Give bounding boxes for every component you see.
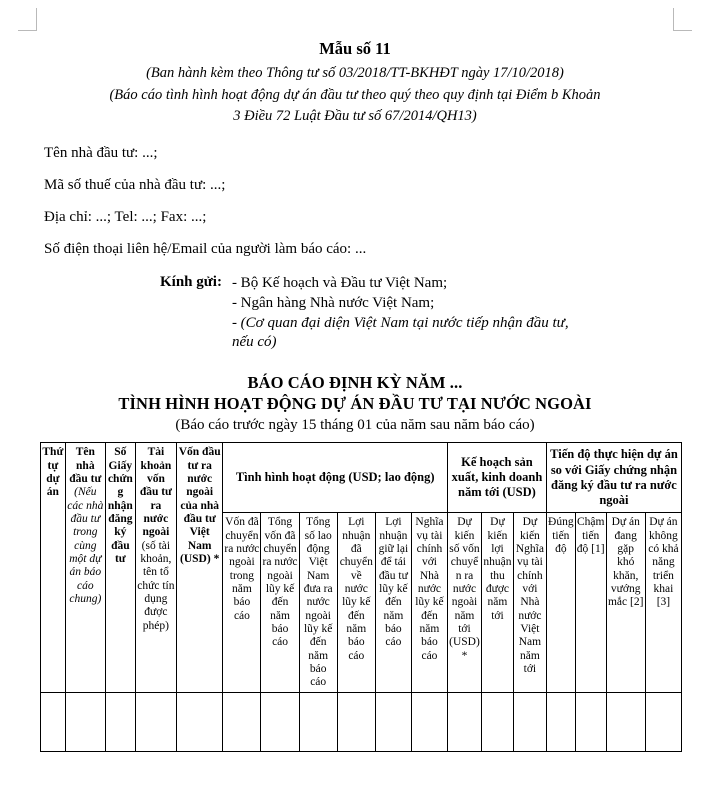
recipient-item: - Bộ Kế hoạch và Đầu tư Việt Nam; (231, 275, 448, 291)
document-header (0, 0, 710, 127)
table-cell[interactable] (261, 692, 299, 751)
table-header-row-1 (41, 443, 682, 513)
table-cell[interactable] (447, 692, 481, 751)
table-cell[interactable] (177, 692, 223, 751)
subcol-header-profit-repatriated: Lợi nhuận đã chuyển về nước lũy kế đến năm báo cáo (337, 513, 375, 692)
subcol-header-total-capital-transferred: Tổng vốn đã chuyển ra nước ngoài lũy kế đến năm báo cáo (261, 513, 299, 692)
table-row (41, 692, 682, 751)
col-header-label: Số Giấy chứng nhận đăng ký đầu tư (107, 446, 133, 565)
investor-info-block (0, 144, 710, 258)
investor-name-line: Tên nhà đầu tư: ...; (44, 145, 158, 161)
report-title-note: (Báo cáo trước ngày 15 tháng 01 của năm sau năm báo cáo) (175, 416, 535, 433)
recipients-block (0, 274, 710, 353)
subcol-header-behind-schedule: Chậm tiến độ [1] (575, 513, 606, 692)
col-header-note: (Nếu các nhà đầu tư trong cùng một dự án báo cáo chung) (67, 486, 104, 605)
recipients-label: Kính gửi: (160, 274, 222, 290)
col-header-label: Tên nhà đầu tư (69, 446, 102, 485)
table-cell[interactable] (606, 692, 645, 751)
table-cell[interactable] (337, 692, 375, 751)
report-table (40, 442, 682, 751)
subcol-header-not-feasible: Dự án không có khả năng triển khai [3] (645, 513, 681, 692)
subcol-header-financial-obligations: Nghĩa vụ tài chính với Nhà nước lũy kế đến năm báo cáo (411, 513, 447, 692)
col-header-note: (số tài khoản, tên tổ chức tín dụng được phép) (137, 539, 175, 632)
group-header-progress: Tiến độ thực hiện dự án so với Giấy chứng nhận đăng ký đầu tư ra nước ngoài (546, 443, 681, 513)
table-cell[interactable] (41, 692, 66, 751)
subcol-header-facing-difficulties: Dự án đang gặp khó khăn, vướng mắc [2] (606, 513, 645, 692)
subcol-header-profit-retained: Lợi nhuận giữ lại để tái đầu tư lũy kế đến năm báo cáo (375, 513, 411, 692)
table-cell[interactable] (513, 692, 546, 751)
table-cell[interactable] (645, 692, 681, 751)
form-issued-under: (Ban hành kèm theo Thông tư số 03/2018/TT-BKHĐT ngày 17/10/2018) (146, 65, 564, 82)
form-scope-line-1: (Báo cáo tình hình hoạt động dự án đầu tư theo quý theo quy định tại Điểm b Khoản (109, 86, 601, 103)
table-cell[interactable] (575, 692, 606, 751)
col-header-stt (41, 443, 66, 692)
report-title-line-1: BÁO CÁO ĐỊNH KỲ NĂM ... (247, 373, 463, 393)
table-cell[interactable] (65, 692, 105, 751)
table-cell[interactable] (223, 692, 261, 751)
table-cell[interactable] (105, 692, 135, 751)
subcol-header-total-vn-labor: Tổng số lao động Việt Nam đưa ra nước ngoài lũy kế đến năm báo cáo (299, 513, 337, 692)
table-cell[interactable] (481, 692, 513, 751)
col-header-note: * (213, 552, 220, 565)
subcol-header-on-schedule: Đúng tiến độ (546, 513, 575, 692)
subcol-header-planned-capital-next-year: Dự kiến số vốn chuyển ra nước ngoài năm tới (USD) * (447, 513, 481, 692)
subcol-header-planned-profit-next-year: Dự kiến lợi nhuận thu được năm tới (481, 513, 513, 692)
col-header-investor-name (65, 443, 105, 692)
table-cell[interactable] (135, 692, 176, 751)
report-table-wrapper (0, 442, 710, 751)
table-cell[interactable] (411, 692, 447, 751)
reporter-contact-line: Số điện thoại liên hệ/Email của người làm báo cáo: ... (44, 241, 367, 257)
table-cell[interactable] (375, 692, 411, 751)
recipient-item: - Ngân hàng Nhà nước Việt Nam; (231, 294, 435, 311)
investor-address-line: Địa chỉ: ...; Tel: ...; Fax: ...; (44, 209, 207, 225)
group-header-next-year-plan: Kế hoạch sản xuất, kinh doanh năm tới (USD) (447, 443, 546, 513)
report-title-block (0, 373, 710, 435)
table-cell[interactable] (546, 692, 575, 751)
form-number: Mẫu số 11 (319, 39, 391, 58)
recipient-item: - (Cơ quan đại diện Việt Nam tại nước tiếp nhận đầu tư, nếu có) (231, 314, 569, 351)
report-title-line-2: TÌNH HÌNH HOẠT ĐỘNG DỰ ÁN ĐẦU TƯ TẠI NƯỚC NGOÀI (118, 393, 592, 413)
table-cell[interactable] (299, 692, 337, 751)
col-header-label: Tài khoản vốn đầu tư ra nước ngoài (139, 446, 172, 539)
group-header-operations: Tình hình hoạt động (USD; lao động) (223, 443, 448, 513)
recipients-list (232, 274, 582, 353)
col-header-label: Thứ tự dự án (42, 446, 64, 499)
col-header-label: Vốn đầu tư ra nước ngoài của nhà đầu tư Việt Nam (USD) (178, 446, 221, 565)
col-header-offshore-capital-account (135, 443, 176, 692)
col-header-certificate-number (105, 443, 135, 692)
subcol-header-planned-obligations-next-year: Dự kiến Nghĩa vụ tài chính với Nhà nước Việt Nam năm tới (513, 513, 546, 692)
col-header-offshore-investment-capital (177, 443, 223, 692)
investor-tax-code-line: Mã số thuế của nhà đầu tư: ...; (44, 177, 226, 193)
subcol-header-capital-transferred-year: Vốn đã chuyển ra nước ngoài trong năm báo cáo (223, 513, 261, 692)
form-scope-line-2: 3 Điều 72 Luật Đầu tư số 67/2014/QH13) (233, 108, 477, 125)
